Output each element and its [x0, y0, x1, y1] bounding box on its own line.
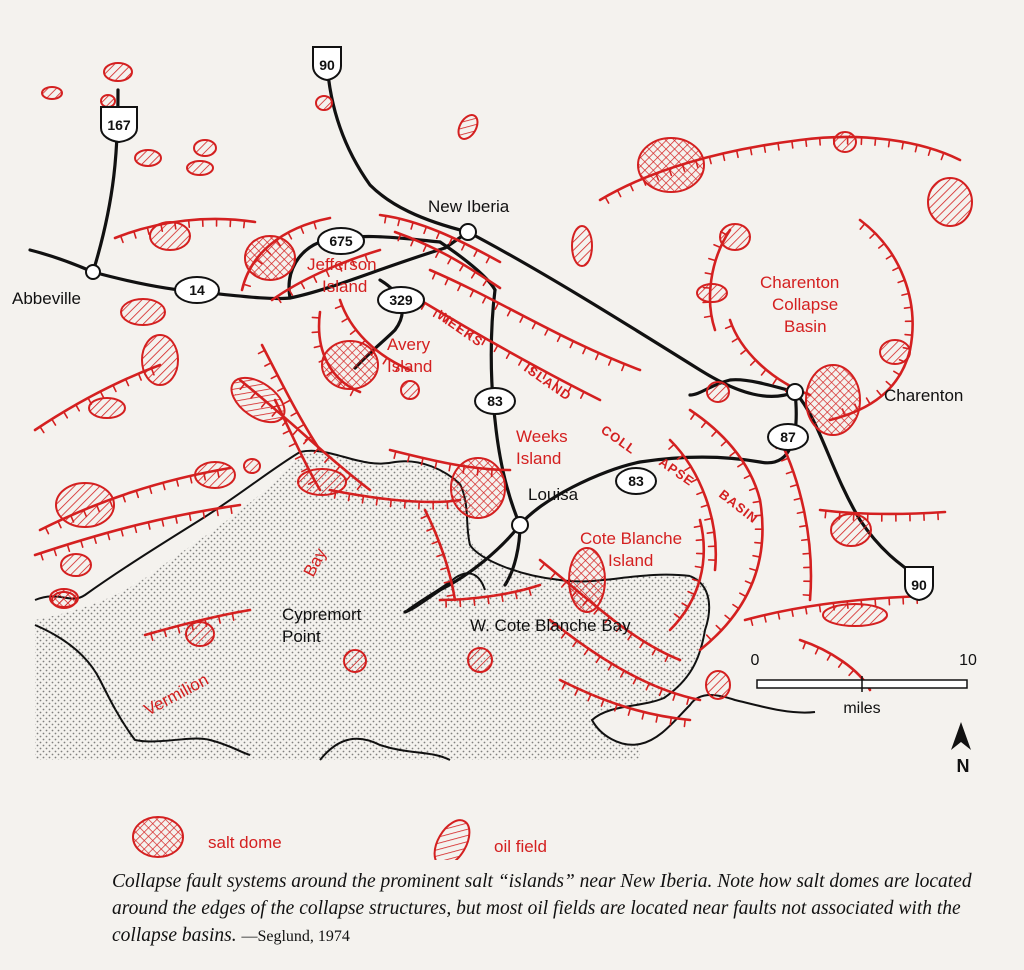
fault-hachure — [889, 140, 890, 147]
fault-hachure — [437, 232, 440, 238]
fault-hachure — [336, 306, 342, 309]
fault-hachure — [134, 231, 136, 238]
fault-hachure — [732, 338, 738, 342]
fault-hachure — [904, 307, 911, 308]
fault-hachure — [800, 526, 807, 527]
fault-hachure — [486, 256, 489, 262]
fault-hachure — [458, 284, 461, 290]
fault-hachure — [298, 424, 304, 428]
fault-hachure — [702, 422, 706, 427]
label-w-cote-blanche-bay: W. Cote Blanche Bay — [470, 616, 631, 635]
fault-hachure — [217, 509, 218, 516]
fault-hachure — [695, 566, 702, 567]
fault-hachure — [684, 719, 685, 726]
fault-hachure — [508, 309, 511, 315]
fault-hachure — [673, 693, 675, 700]
fault-hachure — [791, 485, 798, 487]
fault-hachure — [41, 553, 43, 560]
fault-hachure — [520, 316, 523, 322]
fault-hachure — [135, 526, 137, 533]
fault-hachure — [67, 545, 69, 552]
fault-hachure — [447, 501, 448, 508]
fault-hachure — [189, 220, 190, 227]
fault-hachure — [733, 605, 739, 609]
fault-hachure — [691, 413, 695, 419]
label-weeks: Weeks — [516, 427, 568, 446]
fault-hachure — [803, 553, 810, 554]
fault-hachure — [362, 496, 363, 503]
fault-hachure — [725, 615, 730, 619]
label-cote-blanche: Cote Blanche — [580, 529, 683, 548]
fault-hachure — [929, 148, 931, 155]
svg-text:83: 83 — [487, 393, 503, 409]
svg-text:14: 14 — [189, 282, 205, 298]
label-point: Point — [282, 627, 321, 646]
fault-hachure — [244, 284, 251, 286]
fault-hachure — [669, 444, 674, 449]
fault-hachure — [617, 190, 620, 196]
fault-hachure — [709, 259, 716, 261]
label-new-iberia: New Iberia — [428, 197, 510, 216]
fault-hachure — [707, 532, 714, 533]
fault-hachure — [138, 374, 141, 380]
label-apse-band: APSE — [656, 454, 698, 490]
fault-hachure — [108, 533, 110, 540]
fault-hachure — [435, 461, 436, 468]
fault-hachure — [283, 431, 289, 434]
fault-hachure — [723, 154, 725, 161]
fault-hachure — [806, 607, 807, 614]
fault-hachure — [738, 463, 744, 467]
fault-hachure — [751, 360, 756, 365]
fault-hachure — [755, 543, 762, 544]
fault-hachure — [540, 564, 544, 569]
fault-hachure — [424, 245, 427, 251]
fault-hachure — [52, 419, 56, 425]
fault-hachure — [244, 221, 245, 228]
fault-hachure — [405, 501, 406, 508]
fault-hachure — [622, 364, 625, 370]
fault-hachure — [886, 255, 892, 259]
fault-hachure — [121, 529, 123, 536]
fault-hachure — [100, 391, 103, 397]
fault-hachure — [314, 222, 316, 229]
fault-hachure — [744, 475, 750, 478]
figure-caption — [112, 868, 992, 950]
fault-hachure — [820, 138, 821, 145]
fault-hachure — [123, 495, 125, 502]
fault-hachure — [301, 282, 304, 288]
fault-hachure — [941, 153, 943, 160]
fault-hachure — [816, 647, 819, 653]
fault-hachure — [745, 581, 751, 584]
fault-hachure — [825, 511, 826, 518]
fault-hachure — [342, 318, 348, 322]
scale-unit: miles — [843, 700, 881, 717]
fault-hachure — [259, 350, 265, 353]
label-abbeville: Abbeville — [12, 289, 81, 308]
fault-hachure — [265, 363, 271, 366]
fault-hachure — [231, 506, 232, 513]
fault-hachure — [751, 618, 753, 625]
fault-hachure — [494, 345, 497, 351]
fault-hachure — [470, 290, 473, 296]
fault-hachure — [58, 521, 61, 527]
fault-hachure — [877, 391, 881, 396]
fault-hachure — [737, 150, 738, 157]
route-oval-87 — [768, 424, 808, 450]
svg-text:675: 675 — [329, 233, 353, 249]
fault-hachure — [394, 451, 396, 458]
fault-hachure — [875, 138, 876, 145]
legend-salt-dome-swatch — [133, 817, 183, 857]
label-avery-island: Island — [387, 357, 433, 376]
label-charenton: Charenton — [884, 386, 964, 405]
fault-hachure — [778, 143, 779, 150]
fault-hachure — [875, 599, 876, 606]
fault-hachure — [312, 317, 319, 318]
svg-text:87: 87 — [780, 429, 796, 445]
fault-hachure — [558, 335, 561, 341]
route-oval-329 — [378, 287, 424, 313]
fault-hachure — [121, 236, 123, 243]
label-coll-band: COLL — [598, 422, 640, 458]
fault-hachure — [860, 224, 864, 229]
fault-hachure — [750, 488, 757, 490]
fault-hachure — [753, 501, 760, 502]
fault-hachure — [545, 329, 548, 335]
fault-hachure — [301, 227, 304, 233]
route-oval-83-south — [616, 468, 656, 494]
fault-hachure — [894, 371, 900, 375]
fault-hachure — [630, 184, 633, 190]
fault-hachure — [474, 250, 477, 256]
fault-hachure — [474, 598, 475, 605]
fault-hachure — [596, 353, 599, 359]
fault-hachure — [507, 352, 510, 358]
fault-hachure — [794, 498, 801, 500]
fault-hachure — [40, 427, 44, 433]
fault-hachure — [905, 335, 912, 336]
svg-text:167: 167 — [107, 117, 131, 133]
fault-hachure — [147, 227, 149, 234]
label-cypremort: Cypremort — [282, 605, 362, 624]
label-jefferson-island: Island — [322, 277, 368, 296]
fault-hachure — [893, 267, 899, 270]
svg-text:90: 90 — [911, 577, 927, 593]
fault-hachure — [289, 443, 295, 446]
fault-hachure — [773, 378, 777, 384]
fault-hachure — [533, 322, 536, 328]
fault-hachure — [424, 227, 426, 234]
route-shield-90-north — [313, 47, 341, 80]
label-charenton-basin-3: Basin — [784, 317, 827, 336]
fault-hachure — [460, 265, 464, 271]
label-weeks-band: WEEKS — [434, 307, 487, 350]
label-louisa: Louisa — [528, 485, 579, 504]
label-cote-blanche-island: Island — [608, 551, 654, 570]
label-avery: Avery — [387, 335, 431, 354]
fault-hachure — [902, 294, 909, 296]
fault-hachure — [712, 431, 717, 436]
scale-end: 10 — [959, 652, 977, 669]
fault-hachure — [570, 341, 573, 347]
fault-hachure — [271, 375, 277, 378]
fault-hachure — [551, 573, 555, 578]
legend — [133, 814, 547, 860]
fault-hachure — [701, 505, 708, 507]
fault-hachure — [76, 405, 79, 411]
fault-hachure — [721, 441, 726, 446]
fault-hachure — [483, 297, 486, 303]
fault-hachure — [288, 233, 291, 239]
fault-hachure — [687, 697, 689, 704]
svg-text:83: 83 — [628, 473, 644, 489]
fault-hachure — [697, 492, 704, 495]
scale-start: 0 — [750, 652, 760, 669]
fault-hachure — [411, 222, 413, 229]
fault-hachure — [741, 350, 746, 354]
fault-hachure — [740, 593, 746, 596]
legend-oil-field-label: oil field — [494, 837, 547, 856]
fault-hachure — [126, 379, 129, 385]
fault-hachure — [81, 540, 83, 547]
legend-salt-dome-label: salt dome — [208, 833, 282, 852]
fault-hachure — [879, 244, 885, 248]
fault-hachure — [726, 326, 732, 329]
fault-hachure — [670, 718, 671, 725]
fault-hachure — [293, 429, 298, 434]
fault-hachure — [448, 258, 451, 264]
fault-hachure — [707, 635, 712, 640]
scale-bar — [751, 652, 977, 717]
fault-hachure — [483, 280, 487, 286]
fault-hachure — [385, 216, 386, 223]
legend-oil-field-swatch — [427, 814, 476, 860]
fault-hachure — [819, 605, 820, 612]
route-shield-90-east — [905, 567, 933, 600]
north-label: N — [956, 756, 970, 776]
route-oval-675 — [318, 228, 364, 254]
label-vermilion: Vermilion — [140, 669, 212, 720]
fault-hachure — [148, 522, 150, 529]
label-charenton-basin-2: Collapse — [772, 295, 839, 314]
fault-hachure — [762, 370, 766, 375]
fault-hachure — [642, 712, 644, 719]
caption-text: Collapse fault systems around the prominent salt “islands” near New Iberia. Note how salt domes are located around the edges of the collapse structures, but most oil fields are located near faults not associated with the collapse basins. — [112, 871, 972, 946]
fault-hachure — [433, 272, 436, 278]
fault-hachure — [705, 518, 712, 520]
label-island-band: ISLAND — [521, 360, 575, 404]
fault-hachure — [709, 157, 711, 164]
svg-text:329: 329 — [389, 292, 413, 308]
fault-hachure — [786, 471, 793, 473]
fault-hachure — [472, 272, 476, 278]
fault-hachure — [792, 141, 793, 148]
fault-hachure — [898, 280, 905, 282]
fault-hachure — [870, 233, 875, 238]
label-basin-band: BASIN — [716, 486, 762, 527]
fault-hachure — [628, 708, 630, 715]
fault-hachure — [827, 654, 831, 660]
fault-hachure — [696, 540, 703, 541]
fault-hachure — [291, 412, 297, 415]
fault-hachure — [915, 145, 917, 152]
fault-hachure — [376, 498, 377, 505]
fault-hachure — [284, 400, 290, 403]
fault-hachure — [462, 244, 465, 250]
fault-hachure — [750, 569, 757, 571]
fault-hachure — [803, 642, 805, 649]
fault-hachure — [136, 491, 138, 498]
fault-hachure — [605, 197, 608, 203]
fault-hachure — [839, 661, 843, 667]
fault-hachure — [64, 412, 68, 418]
fault-hachure — [495, 303, 498, 309]
fault-hachure — [351, 330, 357, 334]
fault-hachure — [849, 670, 854, 675]
fault-hachure — [867, 398, 871, 404]
route-shield-167 — [101, 107, 137, 142]
fault-hachure — [278, 388, 284, 391]
north-arrow-icon — [951, 722, 971, 776]
route-oval-83-north — [475, 388, 515, 414]
fault-hachure — [351, 389, 354, 395]
fault-hachure — [583, 347, 586, 353]
caption-credit: —Seglund, 1974 — [241, 928, 350, 945]
fault-hachure — [113, 385, 116, 391]
fault-hachure — [94, 536, 96, 543]
fault-hachure — [716, 626, 721, 631]
label-jefferson: Jefferson — [307, 255, 377, 274]
fault-hachure — [54, 549, 56, 556]
fault-hachure — [806, 139, 807, 146]
svg-text:90: 90 — [319, 57, 335, 73]
fault-hachure — [609, 359, 612, 365]
fault-hachure — [445, 278, 448, 284]
label-charenton-basin-1: Charenton — [760, 273, 840, 292]
fault-hachure — [730, 451, 736, 455]
route-oval-14 — [175, 277, 219, 303]
fault-hachure — [313, 276, 316, 282]
fault-hachure — [802, 539, 809, 540]
fault-hachure — [581, 392, 584, 398]
fault-hachure — [714, 245, 720, 248]
label-weeks-island: Island — [516, 449, 562, 468]
fault-hachure — [45, 527, 48, 533]
fault-hachure — [519, 359, 522, 365]
label-bay: Bay — [299, 545, 331, 580]
fault-hachure — [488, 597, 489, 604]
fault-hachure — [391, 500, 392, 507]
